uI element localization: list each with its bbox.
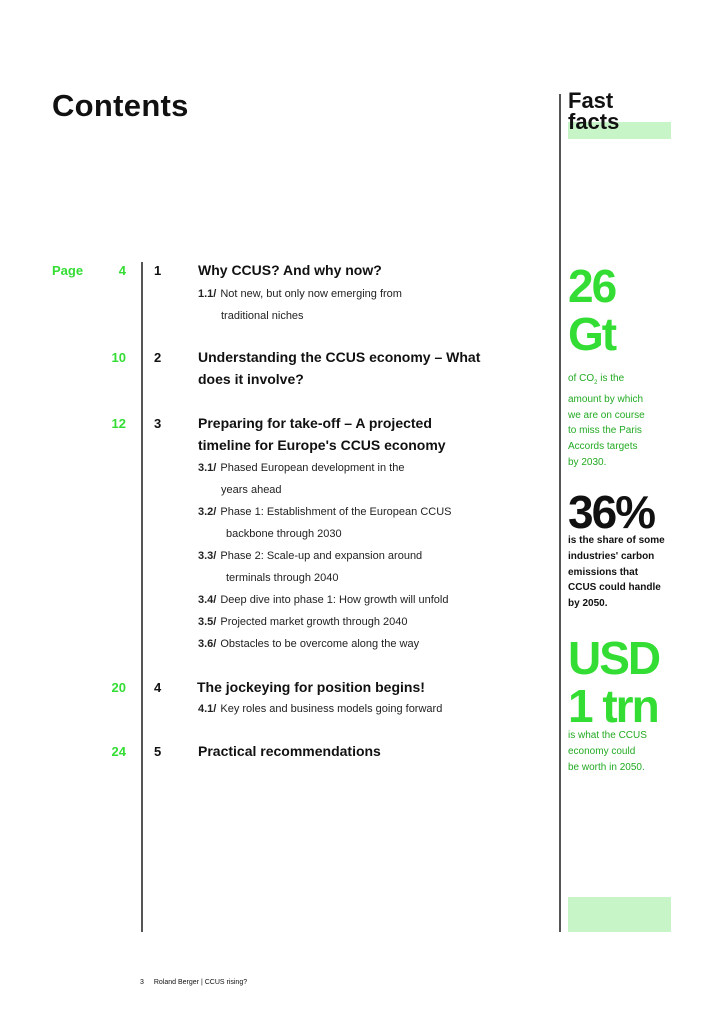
chapter-1-title[interactable]: Why CCUS? And why now? xyxy=(198,262,382,278)
chapter-3-number: 3 xyxy=(154,416,162,431)
section-3-2[interactable] xyxy=(198,501,498,545)
section-4-1-text: Key roles and business models going forward xyxy=(220,703,443,715)
divider-right xyxy=(559,94,561,932)
fact-1-text-line3: to miss the Paris xyxy=(568,425,642,437)
chapter-1-page[interactable]: 4 xyxy=(118,263,126,278)
chapter-2-title-line2: does it involve? xyxy=(198,371,304,387)
fact-3-text-line1: is what the CCUS xyxy=(568,730,647,741)
chapter-4-title[interactable]: The jockeying for position begins! xyxy=(197,679,425,695)
fact-3-text-line3: be worth in 2050. xyxy=(568,761,645,773)
section-3-1[interactable] xyxy=(198,457,498,501)
section-3-5-text: Projected market growth through 2040 xyxy=(220,616,408,628)
section-3-2-text: Phase 1: Establishment of the European CCUS xyxy=(220,506,452,518)
page-label: Page xyxy=(52,263,84,278)
fast-facts-bottom-box xyxy=(568,897,671,932)
fact-3-figure-line2: 1 trn xyxy=(568,680,658,732)
section-3-3-text: Phase 2: Scale-up and expansion around xyxy=(220,550,423,562)
page-title: Contents xyxy=(52,88,189,123)
footer-text: Roland Berger | CCUS rising? xyxy=(153,979,248,986)
section-1-1-text: Not new, but only now emerging from xyxy=(220,288,402,300)
fact-3-figure xyxy=(568,634,659,730)
fact-1-figure-line1: 26 xyxy=(568,260,616,312)
footer-page-number: 3 xyxy=(140,979,144,986)
section-4-1-number: 4.1/ xyxy=(198,703,217,715)
section-3-3[interactable] xyxy=(198,545,498,589)
fact-2-text-line1: is the share of some xyxy=(568,535,665,546)
section-1-1-number: 1.1/ xyxy=(198,288,217,300)
fact-2-figure: 36% xyxy=(568,486,655,538)
section-3-2-number: 3.2/ xyxy=(198,506,217,518)
section-3-4[interactable] xyxy=(198,589,498,611)
chapter-2-title[interactable] xyxy=(198,346,498,390)
section-4-1[interactable] xyxy=(198,698,498,720)
section-3-1-text: Phased European development in the xyxy=(220,462,405,474)
chapter-1-number: 1 xyxy=(154,263,162,278)
fact-1-figure-line2: Gt xyxy=(568,308,616,360)
chapter-2-number: 2 xyxy=(154,350,162,365)
chapter-5-number: 5 xyxy=(154,744,162,759)
fact-1-figure xyxy=(568,262,615,358)
fact-1-text-line2: we are on course xyxy=(568,409,645,421)
chapter-3-page[interactable]: 12 xyxy=(111,416,126,431)
section-3-4-number: 3.4/ xyxy=(198,594,217,606)
section-3-6-number: 3.6/ xyxy=(198,638,217,650)
fact-2-text-line4: CCUS could handle xyxy=(568,582,661,594)
section-3-5[interactable] xyxy=(198,611,498,633)
fact-2-text xyxy=(568,533,678,612)
fact-3-text-line2: economy could xyxy=(568,745,636,757)
footer xyxy=(140,979,247,986)
fact-1-text-line4: Accords targets xyxy=(568,441,638,453)
fast-facts-title-line2: facts xyxy=(568,109,620,134)
section-3-3-number: 3.3/ xyxy=(198,550,217,562)
fact-1-text-line1: amount by which xyxy=(568,393,644,405)
fact-3-text xyxy=(568,728,678,775)
section-3-4-text: Deep dive into phase 1: How growth will unfold xyxy=(220,594,449,606)
chapter-3-title-line1: Preparing for take-off – A projected xyxy=(198,415,432,431)
section-3-2-text-cont: backbone through 2030 xyxy=(226,528,342,540)
divider-left xyxy=(141,262,143,932)
fast-facts-title-line1: Fast xyxy=(568,88,614,113)
fact-2-text-line5: by 2050. xyxy=(568,598,608,610)
chapter-3-title-line2: timeline for Europe's CCUS economy xyxy=(198,437,446,453)
fact-1-text xyxy=(568,371,678,471)
section-3-6-text: Obstacles to be overcome along the way xyxy=(220,638,420,650)
fact-1-text-line5: by 2030. xyxy=(568,456,607,468)
chapter-2-title-line1: Understanding the CCUS economy – What xyxy=(198,349,481,365)
section-1-1-text-cont: traditional niches xyxy=(221,310,304,322)
section-1-1[interactable] xyxy=(198,283,498,327)
chapter-5-title[interactable]: Practical recommendations xyxy=(198,743,381,759)
chapter-3-title[interactable] xyxy=(198,412,498,456)
fast-facts-title xyxy=(568,90,619,132)
section-3-6[interactable] xyxy=(198,633,498,655)
fact-3-figure-line1: USD xyxy=(568,632,660,684)
fact-2-text-line2: industries' carbon xyxy=(568,550,655,562)
section-3-5-number: 3.5/ xyxy=(198,616,217,628)
chapter-4-number: 4 xyxy=(154,680,162,695)
chapter-2-page[interactable]: 10 xyxy=(111,350,126,365)
section-3-3-text-cont: terminals through 2040 xyxy=(226,572,339,584)
chapter-4-page[interactable]: 20 xyxy=(111,680,126,695)
section-3-1-text-cont: years ahead xyxy=(221,484,282,496)
section-3-1-number: 3.1/ xyxy=(198,462,217,474)
fact-1-text-line0: of $CO_2$ is the xyxy=(568,373,625,386)
chapter-5-page[interactable]: 24 xyxy=(111,744,126,759)
fact-2-text-line3: emissions that xyxy=(568,566,639,578)
